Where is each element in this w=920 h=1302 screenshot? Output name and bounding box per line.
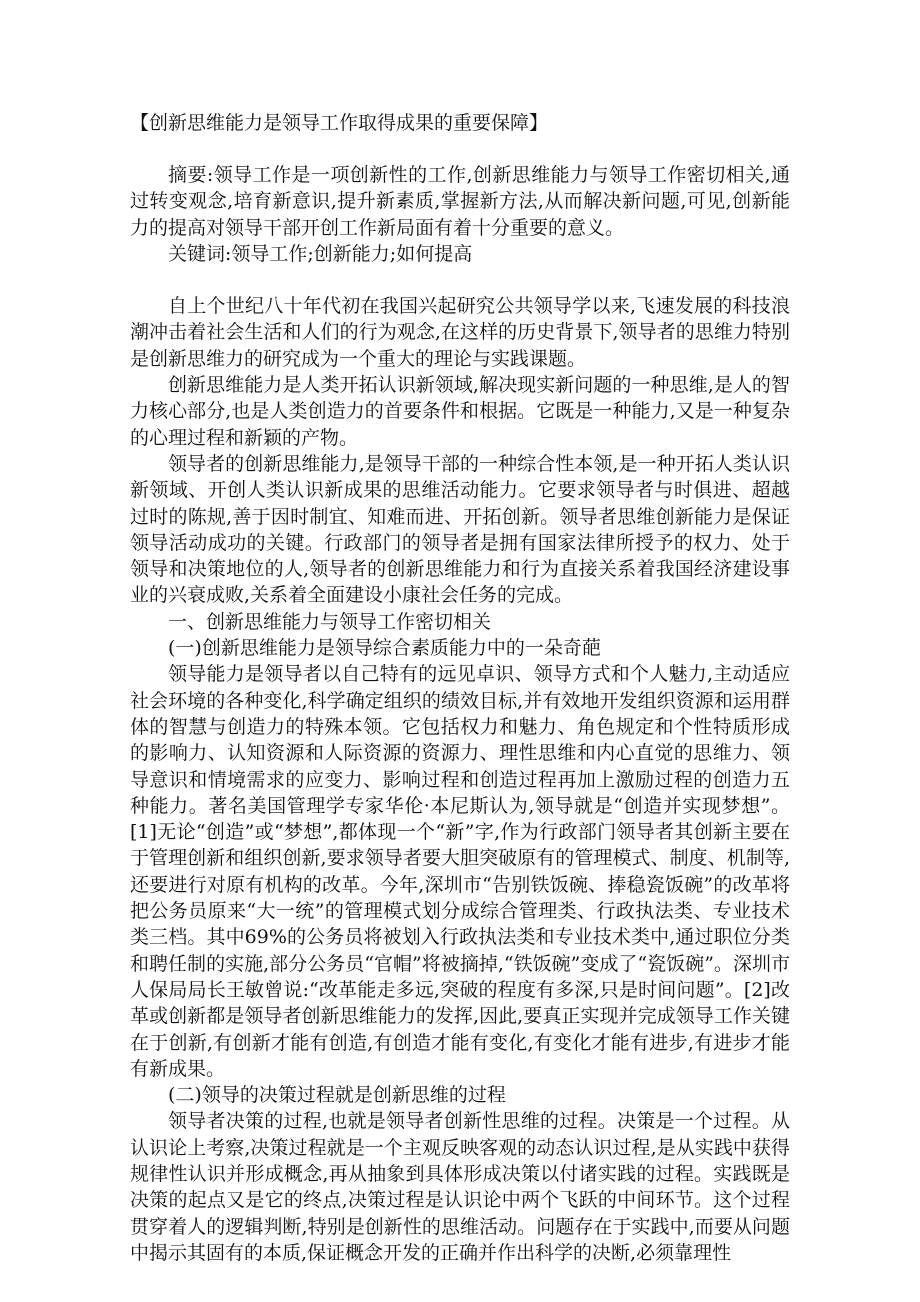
body-paragraph: 领导者的创新思维能力,是领导干部的一种综合性本领,是一种开拓人类认识新领域、开创人类认识新成果的思维活动能力。它要求领导者与时俱进、超越过时的陈规,善于因时制宜、知难而进、开拓创新。领导者思维创新能力是保证领导活动成功的关键。行政部门的领导者是拥有国家法律所授予的权力、处于领导和决策地位的人,领导者的创新思维能力和行为直接关系着我国经济建设事业的兴衰成败,关系着全面建设小康社会任务的完成。 [130, 452, 790, 607]
body-paragraph: 自上个世纪八十年代初在我国兴起研究公共领导学以来,飞速发展的科技浪潮冲击着社会生活和人们的行为观念,在这样的历史背景下,领导者的思维力特别是创新思维力的研究成为一个重大的理论与实践课题。 [130, 295, 790, 370]
body-paragraph: 创新思维能力是人类开拓认识新领域,解决现实新问题的一种思维,是人的智力核心部分,也是人类创造力的首要条件和根据。它既是一种能力,又是一种复杂的心理过程和新颖的产物。 [130, 374, 790, 449]
subsection-heading: (一)创新思维能力是领导综合素质能力中的一朵奇葩 [168, 637, 601, 660]
document-page [130, 110, 790, 1266]
body-paragraph: 领导者决策的过程,也就是领导者创新性思维的过程。决策是一个过程。从认识论上考察,决策过程就是一个主观反映客观的动态认识过程,是从实践中获得规律性认识并形成概念,再从抽象到具体形成决策以付诸实践的过程。实践既是决策的起点又是它的终点,决策过程是认识论中两个飞跃的中间环节。这个过程贯穿着人的逻辑判断,特别是创新性的思维活动。问题存在于实践中,而要从问题中揭示其固有的本质,保证概念开发的正确并作出科学的决断,必须靠理性 [130, 1110, 790, 1264]
abstract-block [130, 162, 790, 267]
body-paragraph: 领导能力是领导者以自己特有的远见卓识、领导方式和个人魅力,主动适应社会环境的各种变化,科学确定组织的绩效目标,并有效地开发组织资源和运用群体的智慧与创造力的特殊本领。它包括权力和魅力、角色规定和个性特质形成的影响力、认知资源和人际资源的资源力、理性思维和内心直觉的思维力、领导意识和情境需求的应变力、影响过程和创造过程再加上激励过程的创造力五种能力。著名美国管理学专家华伦·本尼斯认为,领导就是“创造并实现梦想”。[1]无论“创造”或“梦想”,都体现一个“新”字,作为行政部门领导者其创新主要在于管理创新和组织创新,要求领导者要大胆突破原有的管理模式、制度、机制等,还要进行对原有机构的改革。今年,深圳市“告别铁饭碗、捧稳瓷饭碗”的改革将把公务员原来“大一统”的管理模式划分成综合管理类、行政执法类、专业技术类三档。其中69%的公务员将被划入行政执法类和专业技术类中,通过职位分类和聘任制的实施,部分公务员“官帽”将被摘掉,“铁饭碗”变成了“瓷饭碗”。深圳市人保局局长王敏曾说:“改革能走多远,突破的程度有多深,只是时间问题”。[2]改革或创新都是领导者创新思维能力的发挥,因此,要真正实现并完成领导工作关键在于创新,有创新才能有创造,有创造才能有变化,有变化才能有进步,有进步才能有新成果。 [130, 663, 790, 1080]
subsection-heading: (二)领导的决策过程就是创新思维的过程 [168, 1084, 506, 1107]
document-title: 【创新思维能力是领导工作取得成果的重要保障】 [130, 112, 549, 134]
section-heading: 一、创新思维能力与领导工作密切相关 [168, 610, 492, 633]
keywords-text: 关键词:领导工作;创新能力;如何提高 [168, 242, 473, 265]
abstract-text: 摘要:领导工作是一项创新性的工作,创新思维能力与领导工作密切相关,通过转变观念,培育新意识,提升新素质,掌握新方法,从而解决新问题,可见,创新能力的提高对领导干部开创工作新局面有着十分重要的意义。 [130, 164, 790, 239]
